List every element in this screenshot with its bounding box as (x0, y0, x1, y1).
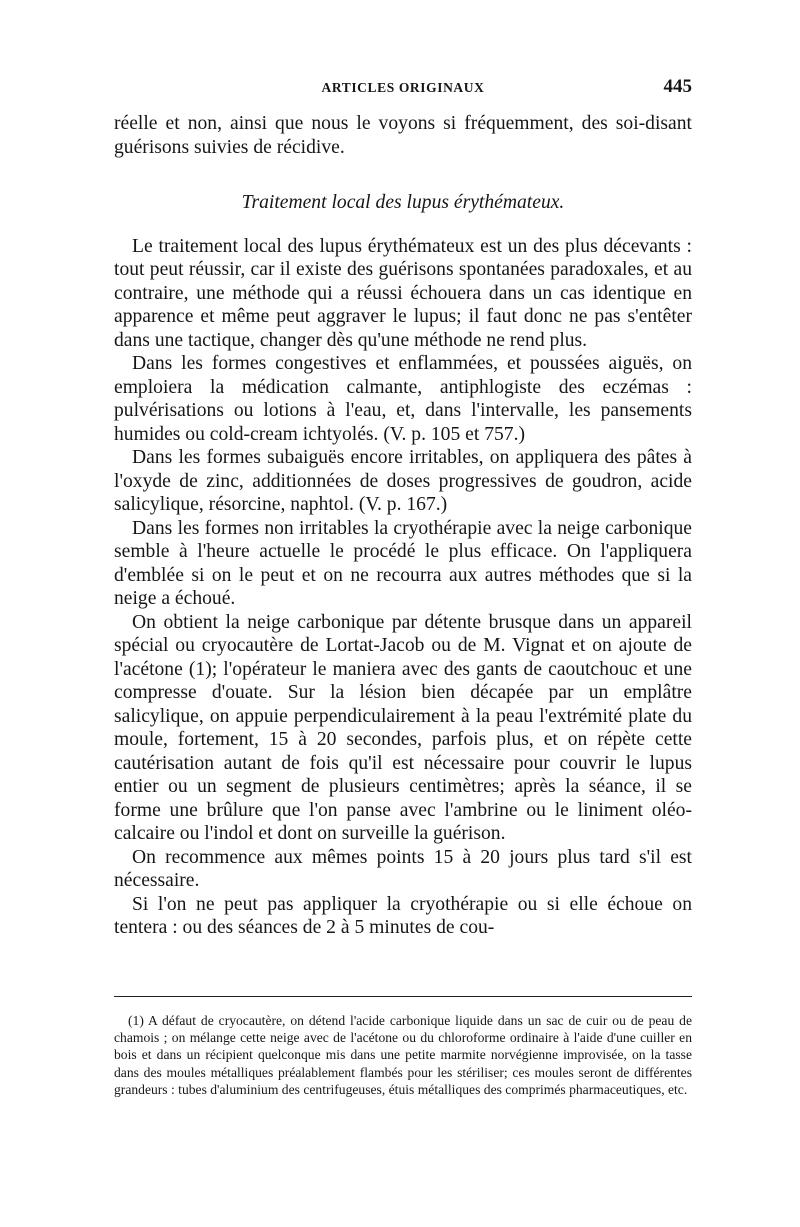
running-head: ARTICLES ORIGINAUX (321, 80, 485, 95)
footnote: (1) A défaut de cryocautère, on détend l'acide carbonique liquide dans un sac de cuir ou de peau de chamois ; on mélange cette neige avec de l'acétone ou du chloroforme ordinaire à l'aide d'une cuiller en bois et dans un récipient quelconque mis dans une petite marmite norvégienne improvisée, on la tasse dans des moules métalliques préalablement flambés pour les stériliser; ces moules seront de différentes grandeurs : tubes d'aluminium des centrifugeuses, étuis métalliques des comprimés pharmaceutiques, etc. (114, 1013, 692, 1097)
page-number: 445 (663, 76, 692, 97)
paragraph-non-irritable-forms: Dans les formes non irritables la cryothérapie avec la neige carbonique semble à l'heure actuelle le procédé le plus efficace. On l'appliquera d'emblée si on le peut et on ne recourra aux autres méthodes que si la neige a échoué. (114, 517, 692, 609)
paragraph-alternatives: Si l'on ne peut pas appliquer la cryothérapie ou si elle échoue on tentera : ou des séances de 2 à 5 minutes de cou- (114, 893, 692, 938)
paragraph-subacute-forms: Dans les formes subaiguës encore irritables, on appliquera des pâtes à l'oxyde de zinc, additionnées de doses progressives de goudron, acide salicylique, résorcine, naphtol. (V. p. 167.) (114, 447, 692, 515)
page-header (114, 76, 692, 100)
paragraph-congestive-forms: Dans les formes congestives et enflammées, et poussées aiguës, on emploiera la médication calmante, antiphlogiste des eczémas : pulvérisations ou lotions à l'eau, et, dans l'intervalle, les pansements humides ou cold-cream ichtyolés. (V. p. 105 et 757.) (114, 353, 692, 445)
intro-paragraph: réelle et non, ainsi que nous le voyons si fréquemment, des soi-disant guérisons suivies de récidive. (114, 113, 692, 158)
paragraph-overview: Le traitement local des lupus érythémateux est un des plus décevants : tout peut réussir, car il existe des guérisons spontanées paradoxales, et au contraire, une méthode qui a réussi échouera dans un cas identique en apparence et même peut aggraver le lupus; il faut donc ne pas s'entêter dans une tactique, changer dès qu'une méthode ne rend plus. (114, 235, 692, 351)
paragraph-repeat: On recommence aux mêmes points 15 à 20 jours plus tard s'il est nécessaire. (114, 846, 692, 891)
footnote-divider (114, 996, 692, 997)
paragraph-carbonic-snow: On obtient la neige carbonique par détente brusque dans un appareil spécial ou cryocautère de Lortat-Jacob ou de M. Vignat et on ajoute de l'acétone (1); l'opérateur le maniera avec des gants de caoutchouc et une compresse d'ouate. Sur la lésion bien décapée par un emplâtre salicylique, on appuie perpendiculairement à la peau l'extrémité plate du moule, fortement, 15 à 20 secondes, parfois plus, et on répète cette cautérisation autant de fois qu'il est nécessaire pour couvrir le lupus entier ou un segment de plusieurs centimètres; après la séance, il se forme une brûlure que l'on panse avec l'ambrine ou le liniment oléo-calcaire ou l'indol et dont on surveille la guérison. (114, 611, 692, 844)
article-body (114, 112, 692, 940)
section-title: Traitement local des lupus érythémateux. (241, 192, 565, 213)
